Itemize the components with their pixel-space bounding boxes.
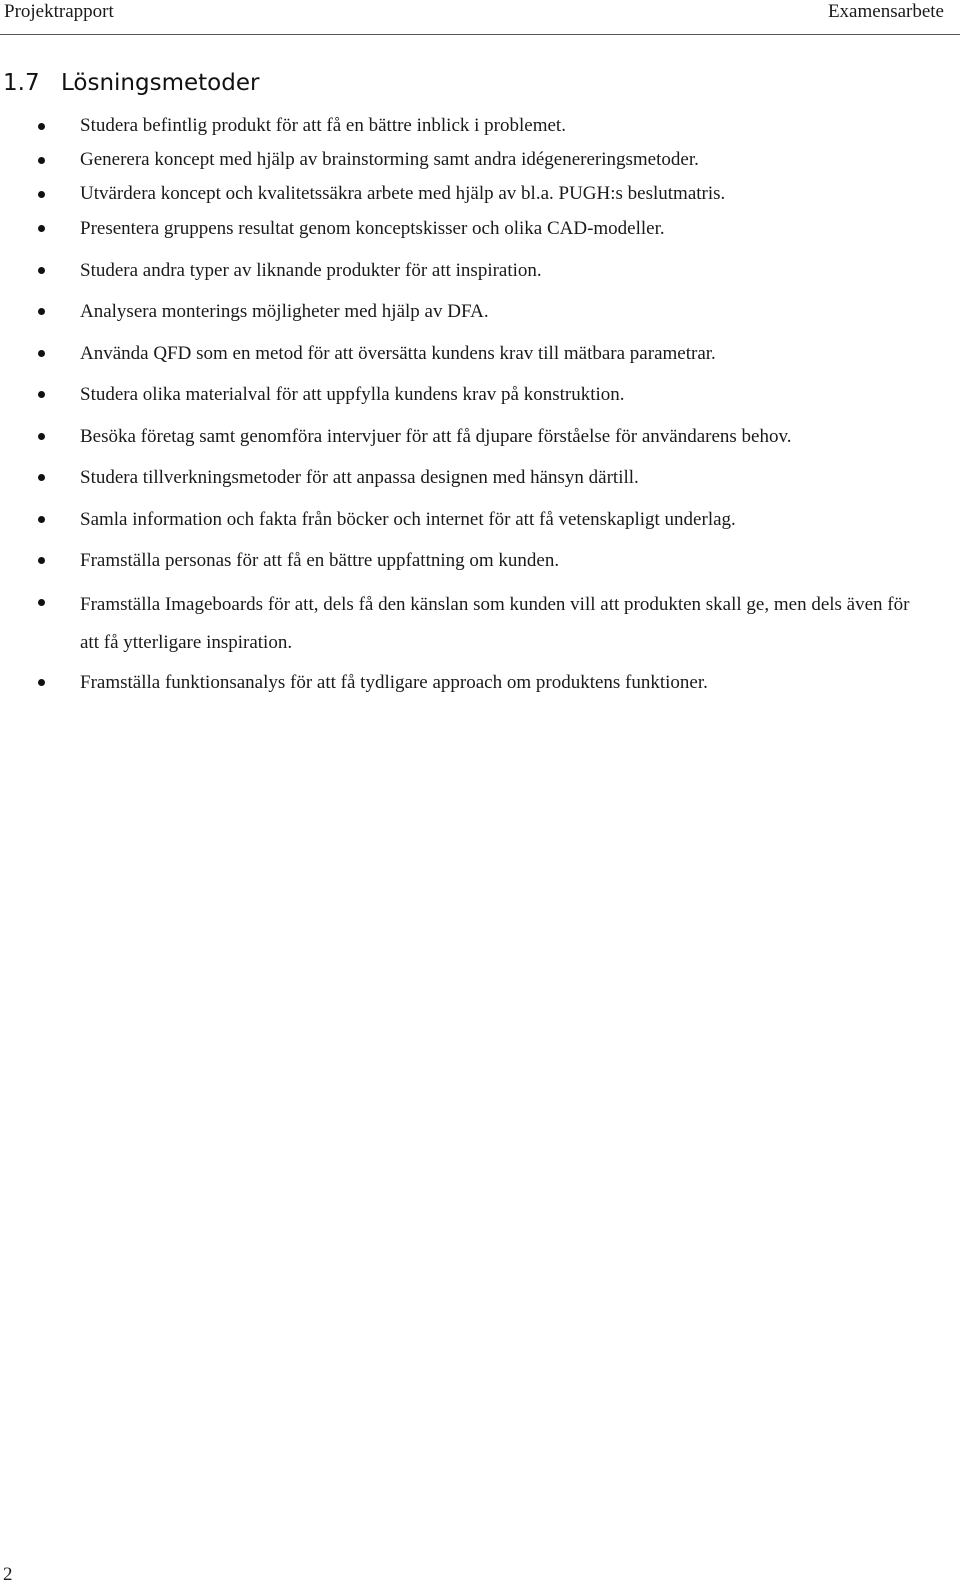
- list-item-text: Framställa Imageboards för att, dels få den känslan som kunden vill att produkten skall ge, men dels även för att få ytterligare inspiration.: [80, 593, 910, 653]
- list-item-text: Studera andra typer av liknande produkter för att inspiration.: [80, 259, 542, 281]
- bullet-icon: [38, 308, 45, 315]
- list-item: [0, 212, 960, 246]
- bullet-icon: [38, 391, 45, 398]
- bullet-icon: [38, 599, 45, 606]
- section-title: Lösningsmetoder: [61, 70, 260, 96]
- header-left-text: Projektrapport: [4, 1, 114, 22]
- bullet-icon: [38, 350, 45, 357]
- list-item: [0, 461, 960, 495]
- list-item-text: Studera tillverkningsmetoder för att anpassa designen med hänsyn därtill.: [80, 467, 639, 488]
- list-item-text: Använda QFD som en metod för att översätta kundens krav till mätbara parametrar.: [80, 342, 716, 364]
- method-list: [0, 110, 960, 707]
- list-item-text: Framställa personas för att få en bättre uppfattning om kunden.: [80, 550, 560, 571]
- list-item: [0, 378, 960, 412]
- list-item-text: Framställa funktionsanalys för att få tydligare approach om produktens funktioner.: [80, 671, 708, 693]
- list-item: [0, 503, 960, 537]
- list-item: [0, 544, 960, 578]
- list-item: [0, 420, 960, 454]
- page-number: 2: [3, 1564, 13, 1585]
- section-number: 1.7: [3, 70, 40, 96]
- bullet-icon: [38, 474, 45, 481]
- page-header: [0, 0, 960, 35]
- list-item: [0, 110, 960, 142]
- header-right-text: Examensarbete: [827, 1, 944, 22]
- list-item: [0, 144, 960, 176]
- bullet-icon: [38, 557, 45, 564]
- list-item: [0, 295, 960, 329]
- bullet-icon: [38, 433, 45, 440]
- list-item-text: Samla information och fakta från böcker och internet för att få vetenskapligt underlag.: [80, 508, 736, 530]
- list-item-text: Studera befintlig produkt för att få en bättre inblick i problemet.: [80, 115, 566, 136]
- list-item: [0, 666, 960, 700]
- list-item: [0, 586, 960, 662]
- list-item: [0, 254, 960, 288]
- section-heading: [3, 70, 259, 96]
- list-item: [0, 178, 960, 210]
- bullet-icon: [38, 225, 45, 232]
- list-item-text: Analysera monterings möjligheter med hjälp av DFA.: [80, 301, 489, 322]
- bullet-icon: [38, 191, 45, 198]
- bullet-icon: [38, 123, 45, 130]
- bullet-icon: [38, 516, 45, 523]
- list-item: [0, 337, 960, 371]
- list-item-text: Besöka företag samt genomföra intervjuer för att få djupare förståelse för användarens behov.: [80, 425, 792, 447]
- bullet-icon: [38, 679, 45, 686]
- list-item-text: Studera olika materialval för att uppfylla kundens krav på konstruktion.: [80, 384, 625, 405]
- bullet-icon: [38, 157, 45, 164]
- bullet-icon: [38, 267, 45, 274]
- list-item-text: Presentera gruppens resultat genom konceptskisser och olika CAD-modeller.: [80, 218, 665, 239]
- list-item-text: Generera koncept med hjälp av brainstorming samt andra idégenereringsmetoder.: [80, 149, 699, 170]
- list-item-text: Utvärdera koncept och kvalitetssäkra arbete med hjälp av bl.a. PUGH:s beslutmatris.: [80, 183, 726, 204]
